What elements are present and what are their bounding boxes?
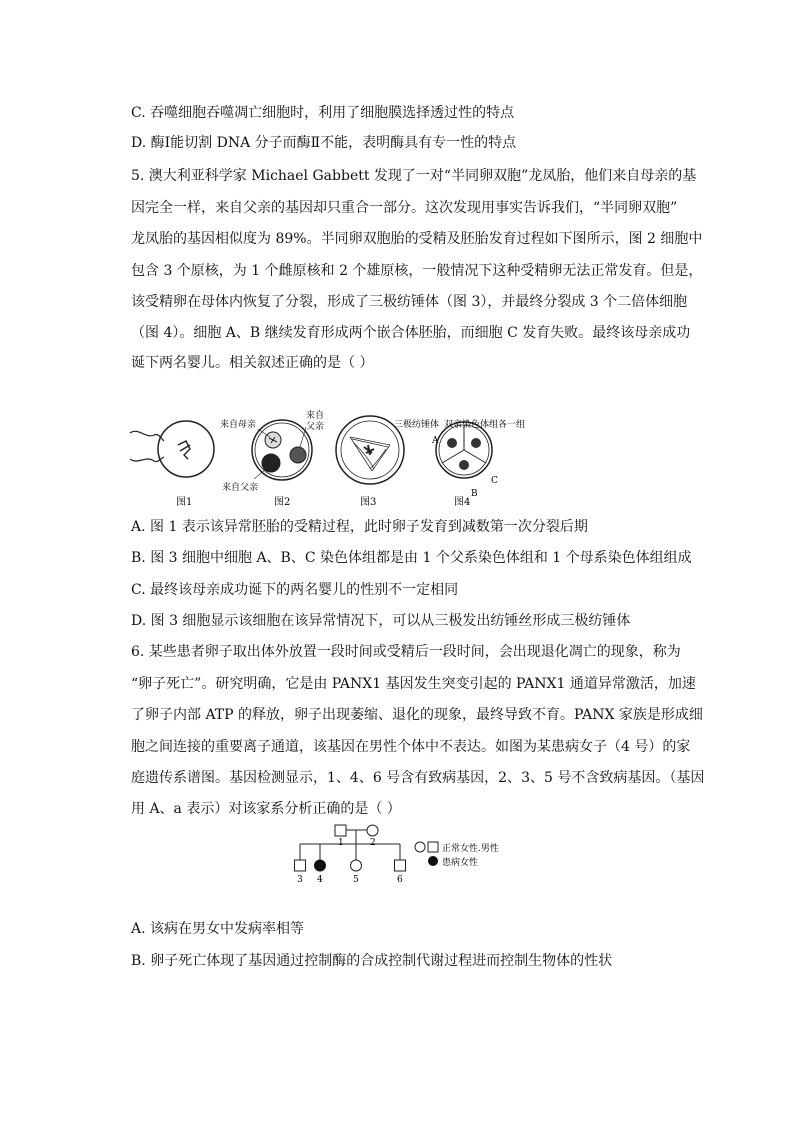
pedigree-male-6 — [395, 860, 406, 871]
label-from-father-top: 来自 — [306, 411, 325, 421]
label-cell-b: B — [471, 489, 478, 499]
q4-option-c: C. 吞噬细胞吞噬凋亡细胞时，利用了细胞膜选择透过性的特点 — [131, 105, 515, 121]
q6-stem-line: 了卵子内部 ATP 的释放，卵子出现萎缩、退化的现象，最终导致不育。PANX 家族是形成细 — [131, 707, 703, 723]
q4-option-d: D. 酶Ⅰ能切割 DNA 分子而酶Ⅱ不能，表明酶具有专一性的特点 — [131, 135, 517, 151]
pedigree-chart — [285, 822, 515, 884]
label-chromosome-sets: 双亲染色体组各一组 — [444, 420, 526, 430]
label-tripolar-spindle: 三极纺锤体 — [394, 420, 440, 430]
q5-stem-line: （图 4）。细胞 A、B 继续发育形成两个嵌合体胚胎，而细胞 C 发育失败。最终该母亲成功 — [131, 325, 691, 341]
figure-caption: 图1 — [176, 497, 193, 508]
legend-normal-label: 正常女性.男性 — [442, 844, 499, 854]
q5-stem-line: 5. 澳大利亚科学家 Michael Gabbett 发现了一对“半同卵双胞”龙凤胎，他们来自母亲的基 — [131, 168, 697, 184]
q6-stem-line: 庭遗传系谱图。基因检测显示，1、4、6 号含有致病基因，2、3、5 号不含致病基因。（基因 — [131, 770, 705, 786]
figure-caption: 图4 — [454, 497, 471, 508]
q5-stem-line: 包含 3 个原核，为 1 个雌原核和 2 个雄原核，一般情况下这种受精卵无法正常发育。但是， — [131, 263, 703, 279]
figure-4 — [394, 418, 525, 508]
pedigree-id: 6 — [397, 875, 403, 884]
figure-caption: 图2 — [274, 497, 291, 508]
legend-affected-female-icon — [428, 856, 438, 866]
legend-normal-female-icon — [415, 842, 425, 852]
q6-stem-line: 胞之间连接的重要离子通道，该基因在男性个体中不表达。如图为某患病女子（4 号）的家 — [131, 739, 691, 755]
q6-option-a: A. 该病在男女中发病率相等 — [131, 921, 305, 937]
q5-stem-line: 诞下两名婴儿。相关叙述正确的是（ ） — [131, 355, 374, 371]
q5-stem-line: 因完全一样，来自父亲的基因却只重合一部分。这次发现用事实告诉我们，“半同卵双胞” — [131, 200, 678, 216]
pedigree-affected-female-4 — [315, 860, 326, 871]
pedigree-id: 3 — [297, 875, 303, 884]
pedigree-id: 1 — [338, 838, 344, 848]
q5-stem-line: 龙凤胎的基因相似度为 89%。半同卵双胞胎的受精及胚胎发育过程如下图所示，图 2 细胞中 — [131, 231, 703, 247]
fertilization-figure — [128, 405, 568, 513]
q5-stem-line: 该受精卵在母体内恢复了分裂，形成了三极纺锤体（图 3），并最终分裂成 3 个二倍体细胞 — [131, 294, 688, 310]
pedigree-male-1 — [335, 825, 346, 836]
pedigree-female-5 — [351, 860, 362, 871]
q5-option-b: B. 图 3 细胞中细胞 A、B、C 染色体组都是由 1 个父系染色体组和 1 个母系染色体组组成 — [131, 550, 692, 566]
q5-option-c: C. 最终该母亲成功诞下的两名婴儿的性别不一定相同 — [131, 582, 459, 598]
pedigree-id: 5 — [353, 875, 359, 884]
q6-option-b: B. 卵子死亡体现了基因通过控制酶的合成控制代谢过程进而控制生物体的性状 — [131, 953, 613, 969]
pedigree-id: 2 — [370, 838, 376, 848]
legend-affected-label: 患病女性 — [442, 858, 479, 868]
label-cell-a: A — [432, 436, 439, 446]
q5-option-d: D. 图 3 细胞显示该细胞在该异常情况下，可以从三极发出纺锤丝形成三极纺锤体 — [131, 613, 631, 629]
q6-stem-line: “卵子死亡”。研究明确，它是由 PANX1 基因发生突变引起的 PANX1 通道异常激活，加速 — [131, 676, 696, 692]
figure-1 — [130, 421, 214, 508]
label-cell-c: C — [491, 476, 498, 486]
q5-option-a: A. 图 1 表示该异常胚胎的受精过程，此时卵子发育到减数第一次分裂后期 — [131, 519, 588, 535]
q6-stem-line: 6. 某些患者卵子取出体外放置一段时间或受精后一段时间，会出现退化凋亡的现象，称为 — [131, 644, 681, 660]
figure-2 — [220, 409, 324, 508]
label-from-father-bottom: 来自父亲 — [222, 483, 259, 493]
pedigree-id: 4 — [317, 875, 323, 884]
label-from-mother: 来自母亲 — [220, 420, 257, 430]
pedigree-female-2 — [367, 825, 378, 836]
q6-stem-line: 用 A、a 表示）对该家系分析正确的是（ ） — [131, 801, 401, 817]
label-from-father-top: 父亲 — [306, 422, 325, 432]
figure-caption: 图3 — [360, 497, 377, 508]
legend-normal-male-icon — [428, 842, 438, 852]
pedigree-male-3 — [295, 860, 306, 871]
